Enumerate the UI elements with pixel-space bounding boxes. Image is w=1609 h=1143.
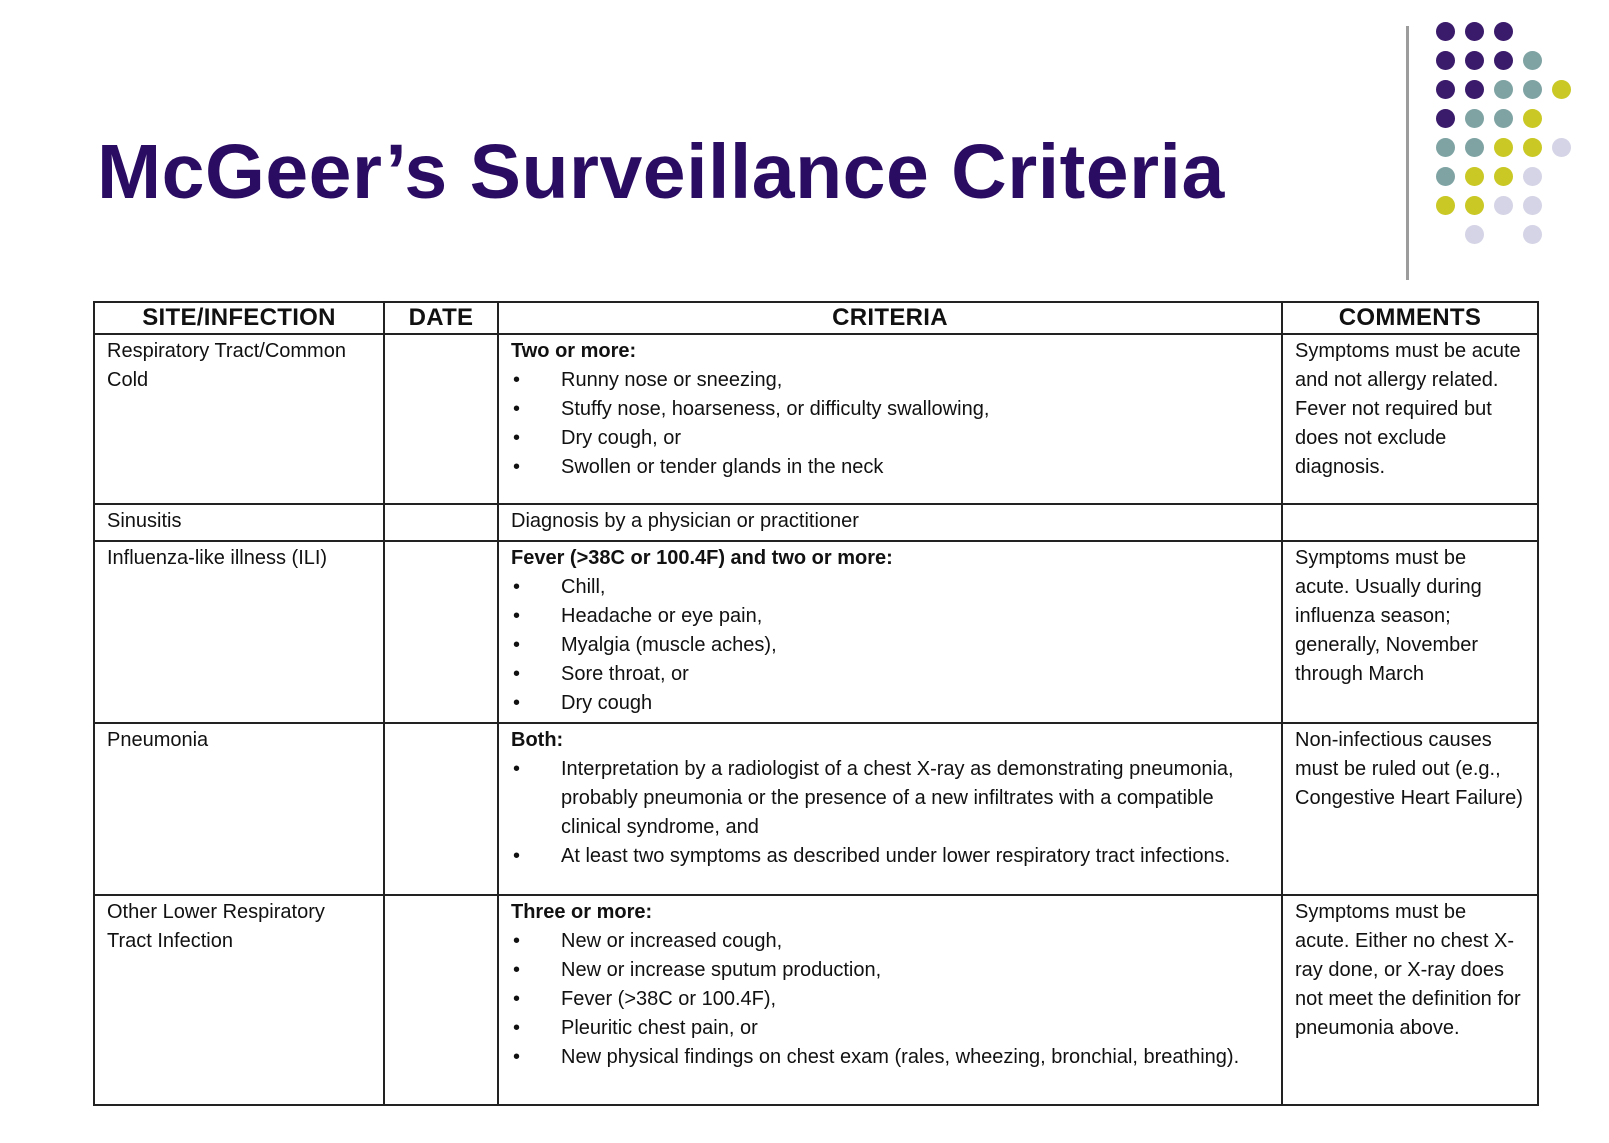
- criteria-item-text: Runny nose or sneezing,: [561, 369, 783, 391]
- criteria-cell: [498, 334, 1282, 504]
- date-cell: [384, 334, 498, 504]
- bullet-icon: •: [513, 398, 521, 420]
- comments-cell: Symptoms must be acute. Usually during influenza season; generally, November through March: [1282, 541, 1538, 723]
- criteria-item-text: Fever (>38C or 100.4F),: [561, 988, 777, 1010]
- decorative-dot-grid: [1436, 22, 1596, 252]
- header-site-infection: SITE/INFECTION: [94, 302, 384, 334]
- criteria-item-text: Sore throat, or: [561, 663, 689, 685]
- criteria-list: [511, 927, 1269, 1072]
- bullet-icon: •: [513, 959, 521, 981]
- date-cell: [384, 895, 498, 1105]
- decorative-dot: [1494, 196, 1513, 215]
- criteria-cell: [498, 723, 1282, 895]
- list-item: [511, 631, 1269, 660]
- criteria-item-text: Interpretation by a radiologist of a chest X-ray as demonstrating pneumonia, probably pneumonia or the presence of a new infiltrates with a compatible clinical syndrome, and: [561, 758, 1234, 838]
- site-infection-cell: Sinusitis: [94, 504, 384, 541]
- criteria-item-text: New or increase sputum production,: [561, 959, 882, 981]
- decorative-dot: [1494, 51, 1513, 70]
- site-infection-cell: Pneumonia: [94, 723, 384, 895]
- criteria-cell: [498, 541, 1282, 723]
- surveillance-criteria-table: [93, 301, 1539, 1106]
- list-item: [511, 660, 1269, 689]
- header-comments: COMMENTS: [1282, 302, 1538, 334]
- criteria-item-text: Chill,: [561, 576, 606, 598]
- decorative-dot: [1465, 225, 1484, 244]
- comments-cell: [1282, 504, 1538, 541]
- bullet-icon: •: [513, 576, 521, 598]
- list-item: [511, 927, 1269, 956]
- list-item: [511, 395, 1269, 424]
- table-header-row: [94, 302, 1538, 334]
- criteria-item-text: Stuffy nose, hoarseness, or difficulty swallowing,: [561, 398, 990, 420]
- vertical-divider: [1406, 26, 1409, 280]
- header-date: DATE: [384, 302, 498, 334]
- criteria-item-text: Dry cough: [561, 692, 653, 714]
- bullet-icon: •: [513, 369, 521, 391]
- bullet-icon: •: [513, 1046, 521, 1068]
- criteria-list: [511, 366, 1269, 482]
- bullet-icon: •: [513, 988, 521, 1010]
- criteria-item-text: Headache or eye pain,: [561, 605, 763, 627]
- table-body: [94, 334, 1538, 1105]
- decorative-dot: [1494, 138, 1513, 157]
- table-row: [94, 334, 1538, 504]
- decorative-dot: [1465, 80, 1484, 99]
- decorative-dot: [1465, 196, 1484, 215]
- criteria-lead: Fever (>38C or 100.4F) and two or more:: [511, 547, 893, 569]
- criteria-item-text: Swollen or tender glands in the neck: [561, 456, 884, 478]
- criteria-text: Diagnosis by a physician or practitioner: [511, 510, 859, 532]
- criteria-list: [511, 755, 1269, 871]
- list-item: [511, 985, 1269, 1014]
- decorative-dot: [1465, 109, 1484, 128]
- decorative-dot: [1494, 22, 1513, 41]
- list-item: [511, 1014, 1269, 1043]
- comments-cell: Symptoms must be acute. Either no chest X-ray done, or X-ray does not meet the definition for pneumonia above.: [1282, 895, 1538, 1105]
- decorative-dot: [1465, 51, 1484, 70]
- decorative-dot: [1494, 167, 1513, 186]
- list-item: [511, 573, 1269, 602]
- bullet-icon: •: [513, 634, 521, 656]
- decorative-dot: [1523, 225, 1542, 244]
- decorative-dot: [1523, 80, 1542, 99]
- list-item: [511, 689, 1269, 718]
- decorative-dot: [1436, 196, 1455, 215]
- list-item: [511, 602, 1269, 631]
- bullet-icon: •: [513, 930, 521, 952]
- decorative-dot: [1523, 138, 1542, 157]
- bullet-icon: •: [513, 427, 521, 449]
- comments-cell: Non-infectious causes must be ruled out (e.g., Congestive Heart Failure): [1282, 723, 1538, 895]
- bullet-icon: •: [513, 758, 521, 780]
- decorative-dot: [1523, 51, 1542, 70]
- decorative-dot: [1523, 167, 1542, 186]
- header-criteria: CRITERIA: [498, 302, 1282, 334]
- site-infection-cell: Respiratory Tract/Common Cold: [94, 334, 384, 504]
- criteria-lead: Both:: [511, 729, 564, 751]
- criteria-item-text: Dry cough, or: [561, 427, 682, 449]
- decorative-dot: [1465, 22, 1484, 41]
- decorative-dot: [1494, 80, 1513, 99]
- criteria-lead: Two or more:: [511, 340, 637, 362]
- decorative-dot: [1436, 138, 1455, 157]
- bullet-icon: •: [513, 1017, 521, 1039]
- bullet-icon: •: [513, 605, 521, 627]
- criteria-cell: [498, 504, 1282, 541]
- decorative-dot: [1436, 167, 1455, 186]
- slide-title: McGeer’s Surveillance Criteria: [97, 129, 1225, 215]
- bullet-icon: •: [513, 692, 521, 714]
- comments-cell: Symptoms must be acute and not allergy related. Fever not required but does not exclude diagnosis.: [1282, 334, 1538, 504]
- table-row: [94, 895, 1538, 1105]
- list-item: [511, 755, 1269, 842]
- criteria-cell: [498, 895, 1282, 1105]
- decorative-dot: [1523, 109, 1542, 128]
- decorative-dot: [1465, 138, 1484, 157]
- decorative-dot: [1523, 196, 1542, 215]
- decorative-dot: [1465, 167, 1484, 186]
- decorative-dot: [1436, 109, 1455, 128]
- decorative-dot: [1552, 80, 1571, 99]
- list-item: [511, 1043, 1269, 1072]
- criteria-item-text: New physical findings on chest exam (rales, wheezing, bronchial, breathing).: [561, 1046, 1240, 1068]
- criteria-list: [511, 573, 1269, 718]
- bullet-icon: •: [513, 456, 521, 478]
- list-item: [511, 842, 1269, 871]
- list-item: [511, 366, 1269, 395]
- site-infection-cell: Influenza-like illness (ILI): [94, 541, 384, 723]
- table-row: [94, 504, 1538, 541]
- criteria-lead: Three or more:: [511, 901, 653, 923]
- date-cell: [384, 504, 498, 541]
- bullet-icon: •: [513, 845, 521, 867]
- criteria-item-text: New or increased cough,: [561, 930, 783, 952]
- date-cell: [384, 723, 498, 895]
- decorative-dot: [1436, 51, 1455, 70]
- site-infection-cell: Other Lower Respiratory Tract Infection: [94, 895, 384, 1105]
- criteria-item-text: At least two symptoms as described under lower respiratory tract infections.: [561, 845, 1231, 867]
- criteria-item-text: Pleuritic chest pain, or: [561, 1017, 758, 1039]
- decorative-dot: [1552, 138, 1571, 157]
- bullet-icon: •: [513, 663, 521, 685]
- list-item: [511, 453, 1269, 482]
- decorative-dot: [1436, 80, 1455, 99]
- list-item: [511, 956, 1269, 985]
- date-cell: [384, 541, 498, 723]
- table-row: [94, 541, 1538, 723]
- table-row: [94, 723, 1538, 895]
- decorative-dot: [1494, 109, 1513, 128]
- criteria-item-text: Myalgia (muscle aches),: [561, 634, 777, 656]
- list-item: [511, 424, 1269, 453]
- decorative-dot: [1436, 22, 1455, 41]
